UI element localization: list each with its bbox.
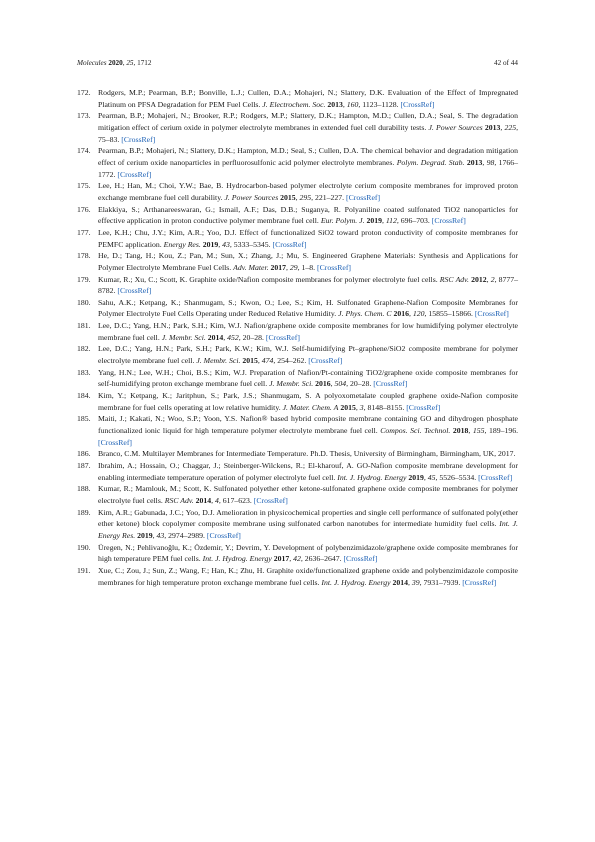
reference-journal: J. Membr. Sci. [161, 332, 206, 342]
reference-number: 186. [77, 449, 91, 459]
reference-authors-title: Kumar, R.; Xu, C.; Scott, K. Graphite oxide/Nafion composite membranes for polymer electrolyte fuel cells. [98, 274, 438, 284]
crossref-link[interactable]: [CrossRef] [272, 239, 307, 249]
reference-volume: 45 [427, 472, 436, 482]
reference-pages: 20–28. [242, 332, 264, 342]
reference-number: 181. [77, 321, 91, 331]
reference-journal: J. Membr. Sci. [269, 379, 314, 389]
reference-text: Sahu, A.K.; Ketpang, K.; Shanmugam, S.; Kwon, O.; Lee, S.; Kim, H. Sulfonated Graphene-Nafion Composite Membranes for Polymer Electrolyte Fuel Cells Operating under Reduced Relative Humidity. J. Phys. Chem. C 2016, 120, 15855–15866. [CrossRef] [98, 297, 518, 319]
reference-journal: Int. J. Hydrog. Energy [337, 472, 407, 482]
reference-journal: Int. J. Energy Res. [98, 519, 518, 540]
reference-volume: 29 [289, 262, 298, 272]
reference-number: 179. [77, 274, 91, 284]
reference-number: 182. [77, 344, 91, 354]
reference-volume: 3 [359, 402, 364, 412]
reference-number: 184. [77, 391, 91, 401]
reference-authors-title: Kim, A.R.; Gabunada, J.C.; Yoo, D.J. Amelioration in physicochemical properties and single cell performance of sulfonated poly(ether ether ketone) block copolymer composite membrane using sulfonated carbon nanotubes for intermediate humidity fuel cells. [98, 507, 518, 529]
reference-authors-title: Rodgers, M.P.; Pearman, B.P.; Bonville, L.J.; Cullen, D.A.; Mohajeri, N.; Slattery, D.K. Evaluation of the Effect of Impregnated Platinum on PFSA Degradation for PEM Fuel Cells. [98, 88, 518, 109]
reference-authors-title: He, D.; Tang, H.; Kou, Z.; Pan, M.; Sun, X.; Zhang, J.; Mu, S. Engineered Graphene Materials: Synthesis and Applications for Polymer Electrolyte Membrane Fuel Cells. [98, 251, 518, 272]
reference-year: 2012 [471, 274, 487, 284]
reference-journal: RSC Adv. [439, 274, 469, 284]
reference-journal: RSC Adv. [164, 495, 194, 505]
reference-text: Lee, H.; Han, M.; Choi, Y.W.; Bae, B. Hydrocarbon-based polymer electrolyte cerium composite membranes for improved proton exchange membrane fuel cell durability. J. Power Sources 2015, 295, 221–227. [CrossRef] [98, 181, 518, 202]
crossref-link[interactable]: [CrossRef] [253, 495, 288, 505]
reference-volume: 2 [490, 274, 495, 284]
reference-pages: 617–623. [222, 495, 252, 505]
reference-pages: 8777–8782. [98, 274, 519, 296]
journal-year: 2020 [108, 59, 123, 67]
reference-pages: 221–227. [315, 192, 345, 202]
reference-authors-title: Pearman, B.P.; Mohajeri, N.; Brooker, R.P.; Rodgers, M.P.; Slattery, D.K.; Hampton, M.D.; Cullen, D.A.; Seal, S. The degradation mitigation effect of cerium oxide in polymer electrolyte membranes in extended fuel cell durability tests. [98, 111, 518, 132]
reference-authors-title: Yang, H.N.; Lee, W.H.; Choi, B.S.; Kim, W.J. Preparation of Nafion/Pt-containing TiO2/graphene oxide composite membranes for self-humidifying proton exchange membrane fuel cell. [98, 367, 518, 389]
reference-authors-title: Lee, D.C.; Yang, H.N.; Park, S.H.; Park, K.W.; Kim, W.J. Self-humidifying Pt–graphene/SiO2 composite membrane for polymer electrolyte membrane fuel cell. [98, 344, 518, 366]
reference-item [77, 87, 518, 110]
reference-volume: 295 [299, 192, 312, 202]
crossref-link[interactable]: [CrossRef] [346, 192, 381, 202]
reference-authors-title: Branco, C.M. Multilayer Membranes for Intermediate Temperature. Ph.D. Thesis, University of Birmingham, Birmingham, UK, 2017. [98, 449, 516, 459]
reference-journal: Polym. Degrad. Stab. [396, 157, 465, 167]
reference-item [77, 145, 518, 180]
crossref-link[interactable]: [CrossRef] [121, 134, 156, 144]
reference-number: 187. [77, 461, 91, 470]
reference-year: 2019 [366, 216, 382, 226]
reference-number: 174. [77, 146, 91, 156]
reference-year: 2019 [202, 239, 219, 249]
reference-authors-title: Kumar, R.; Mamlouk, M.; Scott, K. Sulfonated polyether ether ketone-sulfonated graphene oxide composite membranes for polymer electrolyte fuel cells. [98, 484, 518, 505]
reference-item [77, 542, 518, 565]
reference-authors-title: Üregen, N.; Pehlivanoğlu, K.; Özdemir, Y.; Devrim, Y. Development of polybenzimidazole/graphene oxide composite membranes for high temperature PEM fuel cells. [98, 542, 518, 564]
reference-text: Kumar, R.; Mamlouk, M.; Scott, K. Sulfonated polyether ether ketone-sulfonated graphene oxide composite membranes for polymer electrolyte fuel cells. RSC Adv. 2014, 4, 617–623. [CrossRef] [98, 484, 518, 505]
reference-text: Lee, D.C.; Yang, H.N.; Park, S.H.; Kim, W.J. Nafion/graphene oxide composite membranes for low humidifying polymer electrolyte membrane fuel cell. J. Membr. Sci. 2014, 452, 20–28. [CrossRef] [98, 321, 518, 342]
reference-number: 180. [77, 297, 91, 307]
reference-item [77, 250, 518, 273]
crossref-link[interactable]: [CrossRef] [316, 262, 351, 272]
reference-volume: 43 [156, 530, 165, 540]
reference-pages: 1123–1128. [362, 99, 399, 109]
reference-journal: Adv. Mater. [233, 262, 269, 272]
reference-year: 2019 [408, 472, 424, 482]
reference-year: 2013 [484, 122, 501, 132]
reference-authors-title: Ibrahim, A.; Hossain, O.; Chaggar, J.; Steinberger-Wilckens, R.; El-kharouf, A. GO-Nafion composite membrane development for enabling intermediate temperature operation of polymer electrolyte fuel cell. [98, 461, 518, 482]
reference-volume: 4 [215, 495, 219, 505]
reference-year: 2016 [315, 379, 331, 389]
reference-item [77, 110, 518, 145]
reference-item [77, 390, 518, 413]
reference-number: 183. [77, 367, 91, 377]
reference-number: 190. [77, 542, 91, 552]
reference-text: Üregen, N.; Pehlivanoğlu, K.; Özdemir, Y.; Devrim, Y. Development of polybenzimidazole/graphene oxide composite membranes for high temperature PEM fuel cells. Int. J. Hydrog. Energy 2017, 42, 2636–2647. [CrossRef] [98, 542, 518, 564]
reference-journal: J. Electrochem. Soc. [262, 99, 326, 109]
reference-year: 2014 [195, 495, 212, 505]
reference-year: 2016 [393, 309, 409, 319]
journal-name: Molecules [77, 59, 107, 67]
reference-volume: 112 [385, 216, 397, 226]
reference-year: 2018 [452, 426, 469, 436]
reference-journal: J. Phys. Chem. C [338, 309, 392, 319]
crossref-link[interactable]: [CrossRef] [462, 577, 497, 587]
reference-volume: 155 [472, 426, 485, 436]
reference-text: Kumar, R.; Xu, C.; Scott, K. Graphite oxide/Nafion composite membranes for polymer electrolyte fuel cells. RSC Adv. 2012, 2, 8777–8782. [CrossRef] [98, 274, 519, 296]
reference-text: Yang, H.N.; Lee, W.H.; Choi, B.S.; Kim, W.J. Preparation of Nafion/Pt-containing TiO2/graphene oxide composite membranes for self-humidifying proton exchange membrane fuel cell. J. Membr. Sci. 2016, 504, 20–28. [CrossRef] [98, 367, 518, 389]
reference-pages: 15855–15866. [428, 309, 473, 319]
reference-volume: 98 [486, 157, 495, 167]
crossref-link[interactable]: [CrossRef] [400, 99, 435, 109]
reference-text: Lee, K.H.; Chu, J.Y.; Kim, A.R.; Yoo, D.J. Effect of functionalized SiO2 toward proton conductivity of composite membranes for PEMFC application. Energy Res. 2019, 43, 5333–5345. [CrossRef] [98, 227, 518, 249]
reference-text: Xue, C.; Zou, J.; Sun, Z.; Wang, F.; Han, K.; Zhu, H. Graphite oxide/functionalized graphene oxide and polybenzimidazole composite membranes for high temperature proton exchange membrane fuel cells. Int. J. Hydrog. Energy 2014, 39, 7931–7939. [CrossRef] [98, 565, 518, 587]
reference-number: 188. [77, 484, 91, 494]
reference-authors-title: Kim, Y.; Ketpang, K.; Jaritphun, S.; Park, J.S.; Shanmugam, S. A polyoxometalate coupled graphene oxide-Nafion composite membrane for fuel cells operating at low relative humidity. [98, 391, 518, 412]
reference-journal: Int. J. Hydrog. Energy [321, 577, 391, 587]
reference-number: 176. [77, 204, 91, 214]
reference-journal: Compos. Sci. Technol. [380, 426, 451, 436]
crossref-link[interactable]: [CrossRef] [373, 379, 408, 389]
reference-pages: 2974–2989. [168, 530, 205, 540]
crossref-link[interactable]: [CrossRef] [117, 286, 152, 296]
reference-pages: 696–703. [400, 216, 430, 226]
reference-pages: 8148–8155. [367, 402, 405, 412]
reference-journal: Int. J. Hydrog. Energy [202, 554, 272, 564]
reference-authors-title: Lee, D.C.; Yang, H.N.; Park, S.H.; Kim, W.J. Nafion/graphene oxide composite membranes for low humidifying polymer electrolyte membrane fuel cell. [98, 321, 518, 342]
reference-year: 2017 [270, 262, 286, 272]
reference-number: 173. [77, 111, 91, 121]
reference-year: 2017 [273, 554, 290, 564]
reference-text: Kim, A.R.; Gabunada, J.C.; Yoo, D.J. Amelioration in physicochemical properties and single cell performance of sulfonated poly(ether ether ketone) block copolymer composite membrane using sulfonated carbon nanotubes for intermediate humidity fuel cells. Int. J. Energy Res. 2019, 43, 2974–2989. [CrossRef] [98, 507, 518, 540]
crossref-link[interactable]: [CrossRef] [98, 437, 133, 447]
reference-journal: J. Mater. Chem. A [282, 402, 339, 412]
reference-year: 2014 [392, 577, 408, 587]
article-number: 1712 [137, 59, 152, 67]
reference-number: 189. [77, 507, 91, 517]
reference-text: Pearman, B.P.; Mohajeri, N.; Brooker, R.P.; Rodgers, M.P.; Slattery, D.K.; Hampton, M.D.; Cullen, D.A.; Seal, S. The degradation mitigation effect of cerium oxide in polymer electrolyte membranes in extended fuel cell durability tests. J. Power Sources 2013, 225, 75–83. [CrossRef] [98, 111, 518, 144]
reference-year: 2015 [280, 192, 296, 202]
reference-item [77, 180, 518, 203]
reference-authors-title: Xue, C.; Zou, J.; Sun, Z.; Wang, F.; Han, K.; Zhu, H. Graphite oxide/functionalized graphene oxide and polybenzimidazole composite membranes for high temperature proton exchange membrane fuel cells. [98, 565, 518, 587]
reference-year: 2015 [242, 356, 258, 366]
journal-volume: 25 [126, 59, 134, 67]
reference-journal: J. Membr. Sci. [196, 356, 241, 366]
running-header [77, 57, 518, 69]
reference-pages: 5333–5345. [233, 239, 271, 249]
reference-number: 177. [77, 227, 91, 237]
reference-item [77, 343, 518, 366]
reference-year: 2013 [466, 157, 483, 167]
reference-pages: 189–196. [488, 426, 519, 436]
crossref-link[interactable]: [CrossRef] [117, 169, 152, 179]
reference-pages: 7931–7939. [423, 577, 461, 587]
reference-journal: Energy Res. [163, 239, 201, 249]
reference-pages: 1–8. [301, 262, 316, 272]
reference-volume: 160 [346, 99, 359, 109]
reference-volume: 39 [411, 577, 420, 587]
reference-item [77, 320, 518, 343]
reference-item [77, 274, 518, 297]
reference-item [77, 507, 518, 542]
reference-item [77, 413, 518, 448]
crossref-link[interactable]: [CrossRef] [265, 332, 300, 342]
reference-item [77, 204, 518, 227]
reference-text: Elakkiya, S.; Arthanareeswaran, G.; Ismail, A.F.; Das, D.B.; Suganya, R. Polyaniline coated sulfonated TiO2 nanoparticles for effective application in proton conductive polymer membrane fuel cell. Eur. Polym. J. 2019, 112, 696–703. [CrossRef] [98, 204, 518, 226]
reference-number: 185. [77, 414, 91, 424]
reference-item [77, 227, 518, 250]
reference-item [77, 565, 518, 588]
reference-pages: 5526–5534. [439, 472, 477, 482]
reference-volume: 42 [293, 554, 301, 564]
reference-pages: 20–28. [350, 379, 372, 389]
reference-pages: 254–262. [277, 356, 307, 366]
reference-pages: 75–83. [98, 134, 120, 144]
reference-journal: J. Power Sources [428, 122, 483, 132]
reference-authors-title: Lee, H.; Han, M.; Choi, Y.W.; Bae, B. Hydrocarbon-based polymer electrolyte cerium composite membranes for improved proton exchange membrane fuel cell durability. [98, 181, 518, 202]
reference-text [98, 448, 518, 460]
journal-citation: Molecules 2020, 25, 1712 [77, 59, 152, 67]
reference-list [77, 87, 518, 588]
reference-text: Rodgers, M.P.; Pearman, B.P.; Bonville, L.J.; Cullen, D.A.; Mohajeri, N.; Slattery, D.K. Evaluation of the Effect of Impregnated Platinum on PFSA Degradation for PEM Fuel Cells. J. Electrochem. Soc. 2013, 160, 1123–1128. [CrossRef] [98, 88, 518, 109]
reference-volume: 474 [261, 356, 274, 366]
reference-journal: Eur. Polym. J. [320, 216, 365, 226]
reference-item [77, 367, 518, 390]
page-number: 42 of 44 [494, 59, 518, 67]
reference-item [77, 460, 518, 483]
reference-text: Maiti, J.; Kakati, N.; Woo, S.P.; Yoon, Y.S. Nafion® based hybrid composite membrane containing GO and dihydrogen phosphate functionalized ionic liquid for high temperature polymer electrolyte membrane fuel cell. Compos. Sci. Technol. 2018, 155, 189–196. [CrossRef] [98, 414, 519, 447]
reference-volume: 504 [334, 379, 347, 389]
reference-number: 178. [77, 251, 91, 261]
reference-volume: 120 [412, 309, 425, 319]
reference-text: Ibrahim, A.; Hossain, O.; Chaggar, J.; Steinberger-Wilckens, R.; El-kharouf, A. GO-Nafion composite membrane development for enabling intermediate temperature operation of polymer electrolyte fuel cell. Int. J. Hydrog. Energy 2019, 45, 5526–5534. [CrossRef] [98, 461, 518, 482]
reference-number: 172. [77, 88, 91, 97]
reference-year: 2015 [340, 402, 356, 412]
reference-authors-title: Maiti, J.; Kakati, N.; Woo, S.P.; Yoon, Y.S. Nafion® based hybrid composite membrane containing GO and dihydrogen phosphate functionalized ionic liquid for high temperature polymer electrolyte membrane fuel cell. [98, 414, 518, 436]
reference-item [77, 297, 518, 320]
reference-text: Pearman, B.P.; Mohajeri, N.; Slattery, D.K.; Hampton, M.D.; Seal, S.; Cullen, D.A. The chemical behavior and degradation mitigation effect of cerium oxide nanoparticles in perfluorosulfonic acid polymer electrolyte membranes. Polym. Degrad. Stab. 2013, 98, 1766–1772. [CrossRef] [98, 146, 518, 179]
reference-year: 2019 [137, 530, 153, 540]
crossref-link[interactable]: [CrossRef] [206, 530, 241, 540]
crossref-link[interactable]: [CrossRef] [308, 356, 343, 366]
reference-text: Kim, Y.; Ketpang, K.; Jaritphun, S.; Park, J.S.; Shanmugam, S. A polyoxometalate coupled graphene oxide-Nafion composite membrane for fuel cells operating at low relative humidity. J. Mater. Chem. A 2015, 3, 8148–8155. [CrossRef] [98, 391, 518, 412]
reference-text: Lee, D.C.; Yang, H.N.; Park, S.H.; Park, K.W.; Kim, W.J. Self-humidifying Pt–graphene/SiO2 composite membrane for polymer electrolyte membrane fuel cell. J. Membr. Sci. 2015, 474, 254–262. [CrossRef] [98, 344, 518, 366]
reference-volume: 225 [504, 122, 517, 132]
reference-item [77, 448, 518, 460]
reference-volume: 43 [222, 239, 230, 249]
crossref-link[interactable]: [CrossRef] [431, 216, 466, 226]
crossref-link[interactable]: [CrossRef] [343, 554, 378, 564]
reference-number: 175. [77, 181, 91, 191]
reference-authors-title: Elakkiya, S.; Arthanareeswaran, G.; Ismail, A.F.; Das, D.B.; Suganya, R. Polyaniline coated sulfonated TiO2 nanoparticles for effective application in proton conductive polymer membrane fuel cell. [98, 204, 518, 226]
reference-authors-title: Sahu, A.K.; Ketpang, K.; Shanmugam, S.; Kwon, O.; Lee, S.; Kim, H. Sulfonated Graphene-Nafion Composite Membranes for Polymer Electrolyte Fuel Cells Operating under Reduced Relative Humidity. [98, 297, 518, 319]
reference-authors-title: Pearman, B.P.; Mohajeri, N.; Slattery, D.K.; Hampton, M.D.; Seal, S.; Cullen, D.A. The chemical behavior and degradation mitigation effect of cerium oxide nanoparticles in perfluorosulfonic acid polymer electrolyte membranes. [98, 146, 518, 167]
reference-text: He, D.; Tang, H.; Kou, Z.; Pan, M.; Sun, X.; Zhang, J.; Mu, S. Engineered Graphene Materials: Synthesis and Applications for Polymer Electrolyte Membrane Fuel Cells. Adv. Mater. 2017, 29, 1–8. [CrossRef] [98, 251, 518, 272]
reference-number: 191. [77, 565, 91, 575]
crossref-link[interactable]: [CrossRef] [474, 309, 509, 319]
reference-year: 2013 [327, 99, 343, 109]
reference-year: 2014 [207, 332, 224, 342]
reference-pages: 2636–2647. [304, 554, 342, 564]
reference-authors-title: Lee, K.H.; Chu, J.Y.; Kim, A.R.; Yoo, D.J. Effect of functionalized SiO2 toward proton conductivity of composite membranes for PEMFC application. [98, 227, 518, 249]
reference-item [77, 483, 518, 506]
reference-volume: 452 [227, 332, 239, 342]
reference-pages: 1766–1772. [98, 157, 518, 179]
crossref-link[interactable]: [CrossRef] [406, 402, 441, 412]
reference-journal: J. Power Sources [224, 192, 279, 202]
crossref-link[interactable]: [CrossRef] [478, 472, 513, 482]
